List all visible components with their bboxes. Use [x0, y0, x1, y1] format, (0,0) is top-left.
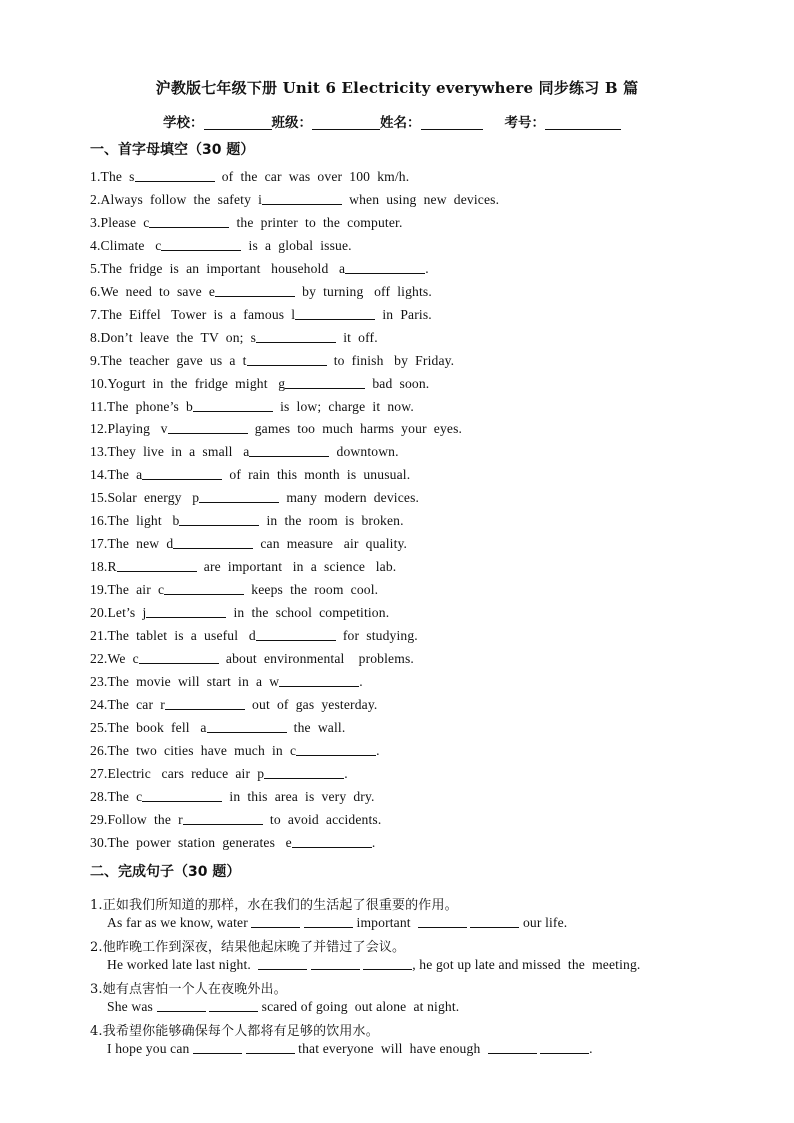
question-text-after: when using new devices. — [342, 191, 500, 207]
sentence-fragment: , he got up late and missed the meeting. — [412, 957, 641, 972]
school-label: 学校： — [163, 115, 204, 131]
question-line — [90, 582, 378, 598]
chinese-prompt: 3.她有点害怕一个人在夜晚外出。 — [90, 982, 287, 997]
question-text-before: 9.The teacher gave us a t — [90, 352, 247, 368]
question-text-after: is low; charge it now. — [273, 398, 414, 414]
question-text-before: 15.Solar energy p — [90, 490, 200, 506]
question-text-before: 5.The fridge is an important household a — [90, 260, 346, 276]
question-text-before: 30.The power station generates e — [90, 834, 292, 850]
question-line — [90, 789, 375, 805]
question-line — [90, 284, 432, 300]
sentence-fragment: As far as we know, water — [107, 915, 252, 930]
question-text-after: of rain this month is unusual. — [222, 467, 411, 483]
question-text-after: out of gas yesterday. — [244, 696, 378, 712]
question-line — [90, 330, 378, 346]
question-text-after: bad soon. — [365, 375, 430, 391]
section2-heading: 二、完成句子（30 题） — [90, 864, 241, 880]
question-line — [90, 399, 414, 415]
sentence-fragment: He worked late last night. — [107, 957, 259, 972]
class-label: 班级： — [271, 115, 312, 131]
answer-blank[interactable] — [488, 1042, 537, 1054]
question-text-after: are important in a science lab. — [196, 559, 397, 575]
question-text-after: by turning off lights. — [295, 283, 432, 299]
question-text-after: to finish by Friday. — [326, 352, 455, 368]
question-text-before: 10.Yogurt in the fridge might g — [90, 375, 286, 391]
question-text-after: many modern devices. — [279, 490, 420, 506]
answer-blank[interactable] — [258, 958, 307, 970]
english-sentence — [107, 1041, 593, 1057]
answer-blank[interactable] — [183, 813, 263, 825]
question-text-after: in Paris. — [375, 306, 432, 322]
answer-blank[interactable] — [363, 958, 412, 970]
chinese-prompt: 4.我希望你能够确保每个人都将有足够的饮用水。 — [90, 1024, 379, 1039]
question-line — [90, 353, 454, 369]
english-sentence — [107, 957, 640, 973]
question-line — [90, 812, 381, 828]
question-text-after: games too much harms your eyes. — [247, 421, 463, 437]
sentence-fragment: I hope you can — [107, 1041, 194, 1056]
answer-blank[interactable] — [215, 285, 295, 297]
question-line — [90, 536, 407, 552]
question-text-before: 6.We need to save e — [90, 283, 216, 299]
question-text-after: keeps the room cool. — [244, 582, 379, 598]
question-line — [90, 651, 414, 667]
answer-blank[interactable] — [256, 629, 336, 641]
answer-blank[interactable] — [251, 916, 300, 928]
question-text-before: 19.The air c — [90, 582, 165, 598]
sentence-fragment: She was — [107, 999, 157, 1014]
question-text-after: it off. — [336, 329, 378, 345]
question-text-before: 17.The new d — [90, 536, 174, 552]
answer-blank[interactable] — [296, 744, 376, 756]
sentence-fragment: that everyone will have enough — [294, 1041, 488, 1056]
answer-blank[interactable] — [246, 1042, 295, 1054]
question-text-after: . — [344, 765, 348, 781]
question-text-after: can measure air quality. — [253, 536, 408, 552]
answer-blank[interactable] — [117, 560, 197, 572]
answer-blank[interactable] — [207, 721, 287, 733]
question-text-before: 26.The two cities have much in c — [90, 742, 297, 758]
answer-blank[interactable] — [264, 767, 344, 779]
question-text-after: for studying. — [335, 628, 418, 643]
answer-blank[interactable] — [311, 958, 360, 970]
answer-blank[interactable] — [279, 675, 359, 687]
question-text-before: 11.The phone’s b — [90, 398, 193, 414]
answer-blank[interactable] — [173, 537, 253, 549]
sentence-fragment: our life. — [519, 915, 568, 930]
question-text-after: in the room is broken. — [259, 513, 404, 529]
question-line — [90, 192, 499, 208]
answer-blank[interactable] — [292, 836, 372, 848]
answer-blank[interactable] — [540, 1042, 589, 1054]
student-info-line — [163, 111, 643, 131]
name-blank — [421, 115, 483, 130]
question-line — [90, 559, 396, 575]
sentence-fragment: scared of going out alone at night. — [258, 999, 460, 1014]
question-text-after: . — [371, 834, 376, 850]
sentence-fragment: important — [352, 915, 418, 930]
section1-heading: 一、首字母填空（30 题） — [90, 142, 255, 158]
question-text-before: 23.The movie will start in a w — [90, 673, 280, 689]
question-text-after: to avoid accidents. — [262, 811, 382, 827]
question-text-after: about environmental problems. — [218, 650, 414, 666]
question-line — [90, 261, 429, 277]
answer-blank[interactable] — [470, 916, 519, 928]
answer-blank[interactable] — [193, 400, 273, 412]
answer-blank[interactable] — [165, 698, 245, 710]
question-text-before: 7.The Eiffel Tower is a famous l — [90, 306, 296, 322]
question-text-after: in this area is very dry. — [222, 788, 375, 804]
answer-blank[interactable] — [168, 422, 248, 434]
answer-blank[interactable] — [249, 445, 329, 457]
question-text-after: the printer to the computer. — [229, 214, 403, 230]
answer-blank[interactable] — [209, 1000, 258, 1012]
question-line — [90, 421, 462, 437]
answer-blank[interactable] — [142, 468, 222, 480]
question-text-before: 18.R — [90, 559, 117, 575]
question-line — [90, 513, 404, 529]
answer-blank[interactable] — [179, 514, 259, 526]
sentence-fragment: . — [589, 1041, 593, 1056]
question-text-after: in the school competition. — [226, 605, 390, 621]
answer-blank[interactable] — [199, 491, 279, 503]
question-text-before: 2.Always follow the safety i — [90, 191, 263, 207]
question-line — [90, 376, 429, 392]
question-line — [90, 743, 380, 759]
question-line — [90, 674, 363, 690]
answer-blank[interactable] — [135, 170, 215, 182]
question-line — [90, 490, 419, 506]
english-sentence — [107, 915, 567, 931]
question-text-before: 3.Please c — [90, 214, 150, 230]
answer-blank[interactable] — [418, 916, 467, 928]
chinese-prompt: 2.他昨晚工作到深夜，结果他起床晚了并错过了会议。 — [90, 940, 406, 955]
answer-blank[interactable] — [285, 377, 365, 389]
page-title: 沪教版七年级下册 Unit 6 Electricity everywhere 同步练习 B 篇 — [155, 79, 639, 97]
answer-blank[interactable] — [295, 308, 375, 320]
question-text-before: 25.The book fell a — [90, 719, 207, 735]
question-text-before: 24.The car r — [90, 696, 165, 712]
answer-blank[interactable] — [146, 606, 226, 618]
answer-blank[interactable] — [304, 916, 353, 928]
answer-blank[interactable] — [345, 262, 425, 274]
question-text-before: 28.The c — [90, 788, 143, 804]
question-text-before: 16.The light b — [90, 513, 180, 529]
question-text-before: 13.They live in a small a — [90, 444, 250, 460]
answer-blank[interactable] — [256, 331, 336, 343]
question-text-before: 1.The s — [90, 169, 135, 184]
answer-blank[interactable] — [139, 652, 219, 664]
answer-blank[interactable] — [149, 216, 229, 228]
question-line — [90, 307, 432, 323]
question-line — [90, 169, 409, 185]
answer-blank[interactable] — [157, 1000, 206, 1012]
question-line — [90, 605, 389, 621]
school-blank — [204, 115, 272, 130]
answer-blank[interactable] — [193, 1042, 242, 1054]
question-text-before: 20.Let’s j — [90, 605, 147, 621]
question-text-after: is a global issue. — [241, 237, 352, 253]
question-text-after: . — [376, 742, 380, 758]
question-line — [90, 720, 345, 736]
chinese-prompt: 1.正如我们所知道的那样，水在我们的生活起了很重要的作用。 — [90, 898, 458, 913]
question-line — [90, 215, 403, 231]
question-line — [90, 697, 377, 713]
question-text-after: downtown. — [329, 444, 399, 460]
question-text-before: 29.Follow the r — [90, 811, 183, 827]
english-sentence — [107, 999, 459, 1015]
question-line — [90, 467, 410, 483]
question-text-before: 12.Playing v — [90, 421, 168, 437]
number-label: 考号： — [504, 115, 545, 131]
question-line — [90, 444, 399, 460]
question-line — [90, 238, 352, 254]
question-text-before: 27.Electric cars reduce air p — [90, 765, 265, 781]
question-line — [90, 628, 418, 644]
question-text-before: 21.The tablet is a useful d — [90, 628, 256, 643]
question-text-before: 22.We c — [90, 650, 139, 666]
question-text-before: 4.Climate c — [90, 237, 162, 253]
answer-blank[interactable] — [164, 583, 244, 595]
question-text-before: 14.The a — [90, 467, 143, 483]
question-text-after: . — [359, 673, 363, 689]
answer-blank[interactable] — [142, 790, 222, 802]
number-blank — [545, 115, 621, 130]
class-blank — [312, 115, 380, 130]
question-text-after: the wall. — [286, 719, 346, 735]
answer-blank[interactable] — [262, 193, 342, 205]
question-text-before: 8.Don’t leave the TV on; s — [90, 329, 257, 345]
question-line — [90, 835, 375, 851]
answer-blank[interactable] — [247, 354, 327, 366]
question-line — [90, 766, 348, 782]
question-text-after: of the car was over 100 km/h. — [214, 169, 410, 184]
name-label: 姓名： — [380, 115, 421, 131]
question-text-after: . — [425, 260, 429, 276]
answer-blank[interactable] — [161, 239, 241, 251]
